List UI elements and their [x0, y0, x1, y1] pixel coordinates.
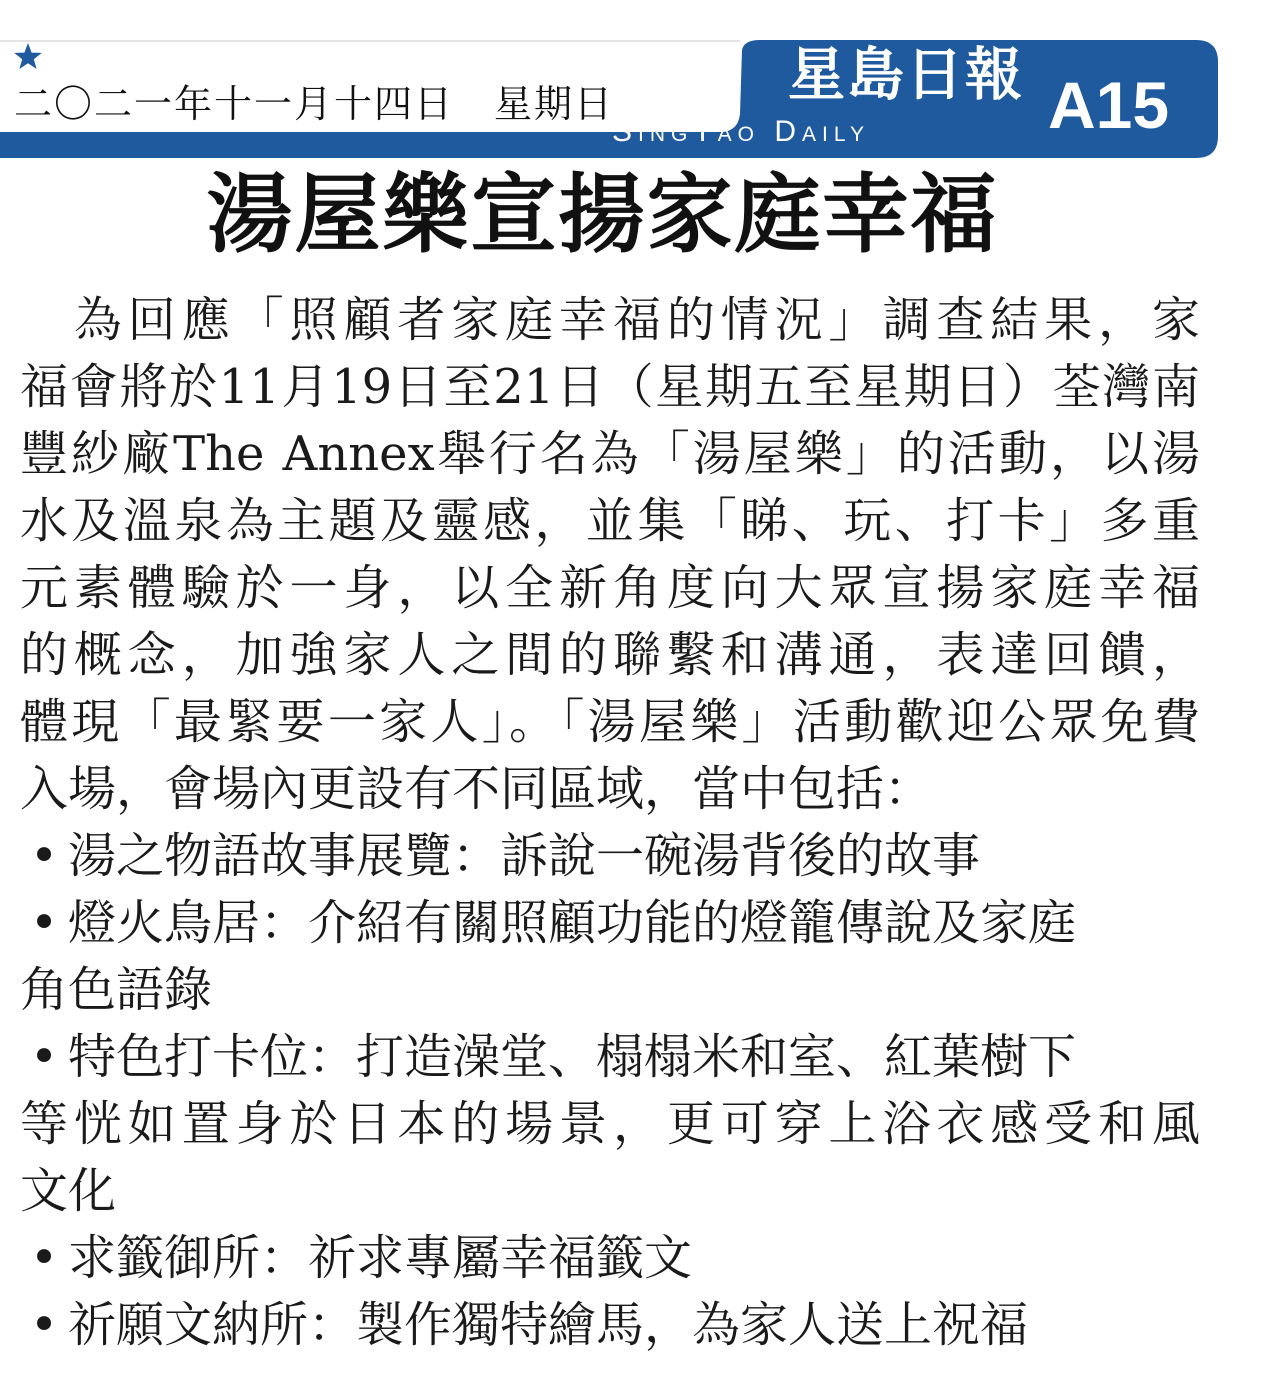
article-line: 為回應「照顧者家庭幸福的情況」調查結果，家 [20, 292, 1200, 348]
newspaper-name: 星島日報 [788, 42, 1024, 108]
bullet-icon: • [29, 828, 59, 884]
article-line: 的概念，加強家人之間的聯繫和溝通，表達回饋， [20, 627, 1200, 683]
article-line: 角色語錄 [20, 962, 213, 1018]
bullet-item [20, 1226, 1200, 1290]
article-line: 水及溫泉為主題及靈感，並集「睇、玩、打卡」多重 [20, 493, 1200, 549]
bullet-item [20, 1293, 1200, 1357]
bullet-item [20, 891, 1200, 955]
article-line: 入場，會場內更設有不同區域，當中包括： [20, 761, 933, 817]
article-line: 體現「最緊要一家人」。「湯屋樂」活動歡迎公眾免費 [20, 694, 1200, 750]
issue-date: 二〇二一年十一月十四日 星期日 [14, 82, 615, 126]
bullet-text: 祈願文納所：製作獨特繪馬，為家人送上祝福 [68, 1297, 1029, 1353]
bullet-text: 燈火鳥居：介紹有關照顧功能的燈籠傳說及家庭 [68, 895, 1077, 951]
newspaper-name-english: SingTao Daily [612, 115, 870, 148]
article-headline: 湯屋樂宣揚家庭幸福 [206, 165, 999, 265]
article-line: 等恍如置身於日本的場景，更可穿上浴衣感受和風 [20, 1096, 1200, 1152]
bullet-icon: • [29, 1297, 59, 1353]
star-icon [13, 42, 43, 72]
article-line: 元素體驗於一身，以全新角度向大眾宣揚家庭幸福 [20, 560, 1200, 616]
bullet-icon: • [29, 895, 59, 951]
bullet-icon: • [29, 1029, 59, 1085]
bullet-item [20, 1025, 1200, 1089]
article-line: 豐紗廠The Annex舉行名為「湯屋樂」的活動，以湯 [20, 426, 1200, 482]
page-number: A15 [1048, 68, 1170, 142]
article-line: 福會將於11月19日至21日（星期五至星期日）荃灣南 [20, 359, 1200, 415]
bullet-text: 求籤御所：祈求專屬幸福籤文 [68, 1230, 693, 1286]
bullet-text: 特色打卡位：打造澡堂、榻榻米和室、紅葉樹下 [68, 1029, 1077, 1085]
article-line: 文化 [20, 1163, 117, 1219]
bullet-item [20, 824, 1200, 888]
bullet-icon: • [29, 1230, 59, 1286]
bullet-text: 湯之物語故事展覽：訴說一碗湯背後的故事 [68, 828, 981, 884]
